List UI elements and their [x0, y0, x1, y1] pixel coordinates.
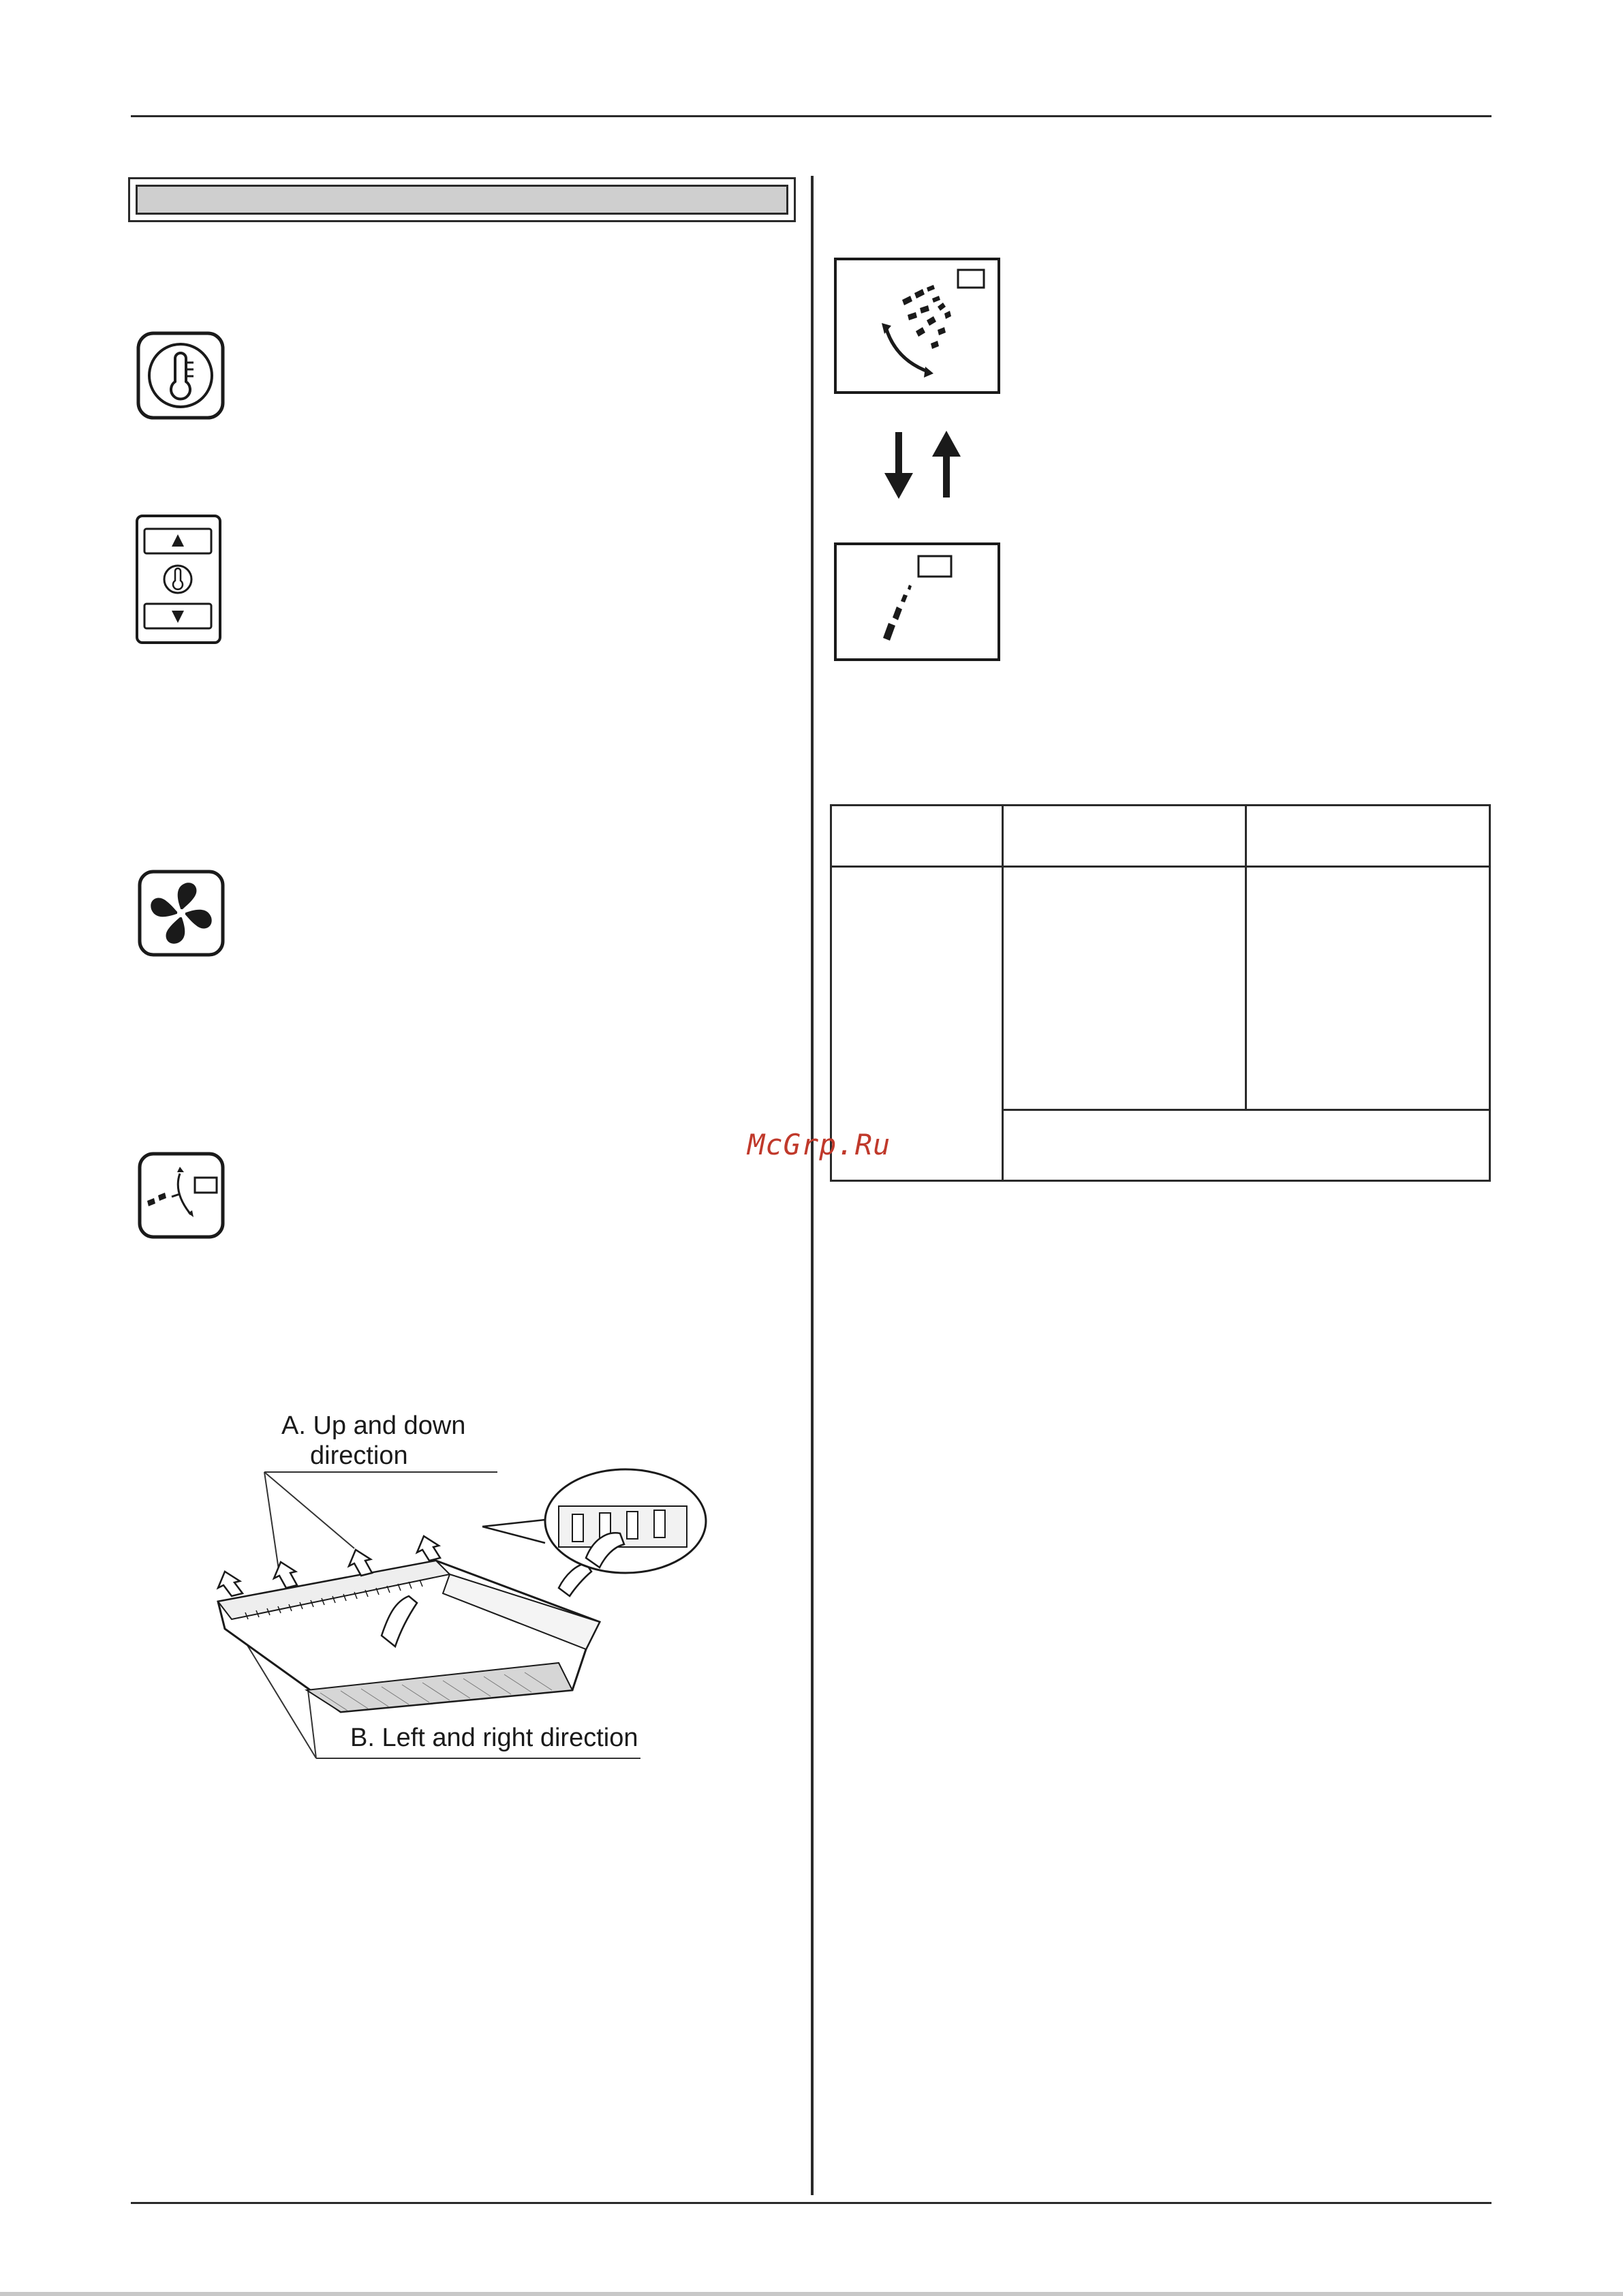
table-header-cell — [1246, 806, 1490, 867]
watermark: McGrp.Ru — [747, 1128, 891, 1161]
table-cell — [1246, 867, 1490, 1110]
table-cell — [1002, 867, 1246, 1110]
up-down-arrows-icon — [883, 428, 962, 502]
louver-icon[interactable] — [138, 1152, 225, 1239]
table-cell — [1002, 1110, 1489, 1181]
thermometer-icon[interactable] — [136, 331, 225, 420]
table-header-cell — [1002, 806, 1246, 867]
label-up-down-direction-cont: direction — [310, 1441, 408, 1470]
info-table — [830, 804, 1491, 1182]
section-header-banner — [128, 177, 796, 222]
fixed-airflow-icon — [834, 542, 1000, 661]
label-left-right-direction: B. Left and right direction — [350, 1724, 638, 1752]
swing-airflow-icon — [834, 258, 1000, 394]
louver-adjustment-illustration — [204, 1418, 722, 1772]
top-rule — [131, 115, 1491, 117]
table-header-cell — [831, 806, 1003, 867]
fan-icon[interactable] — [138, 870, 225, 957]
page-edge — [0, 2292, 1623, 2296]
column-divider — [811, 176, 814, 2195]
label-up-down-direction: A. Up and down — [281, 1411, 466, 1440]
bottom-rule — [131, 2202, 1491, 2204]
temperature-up-down-icon[interactable] — [135, 514, 222, 645]
